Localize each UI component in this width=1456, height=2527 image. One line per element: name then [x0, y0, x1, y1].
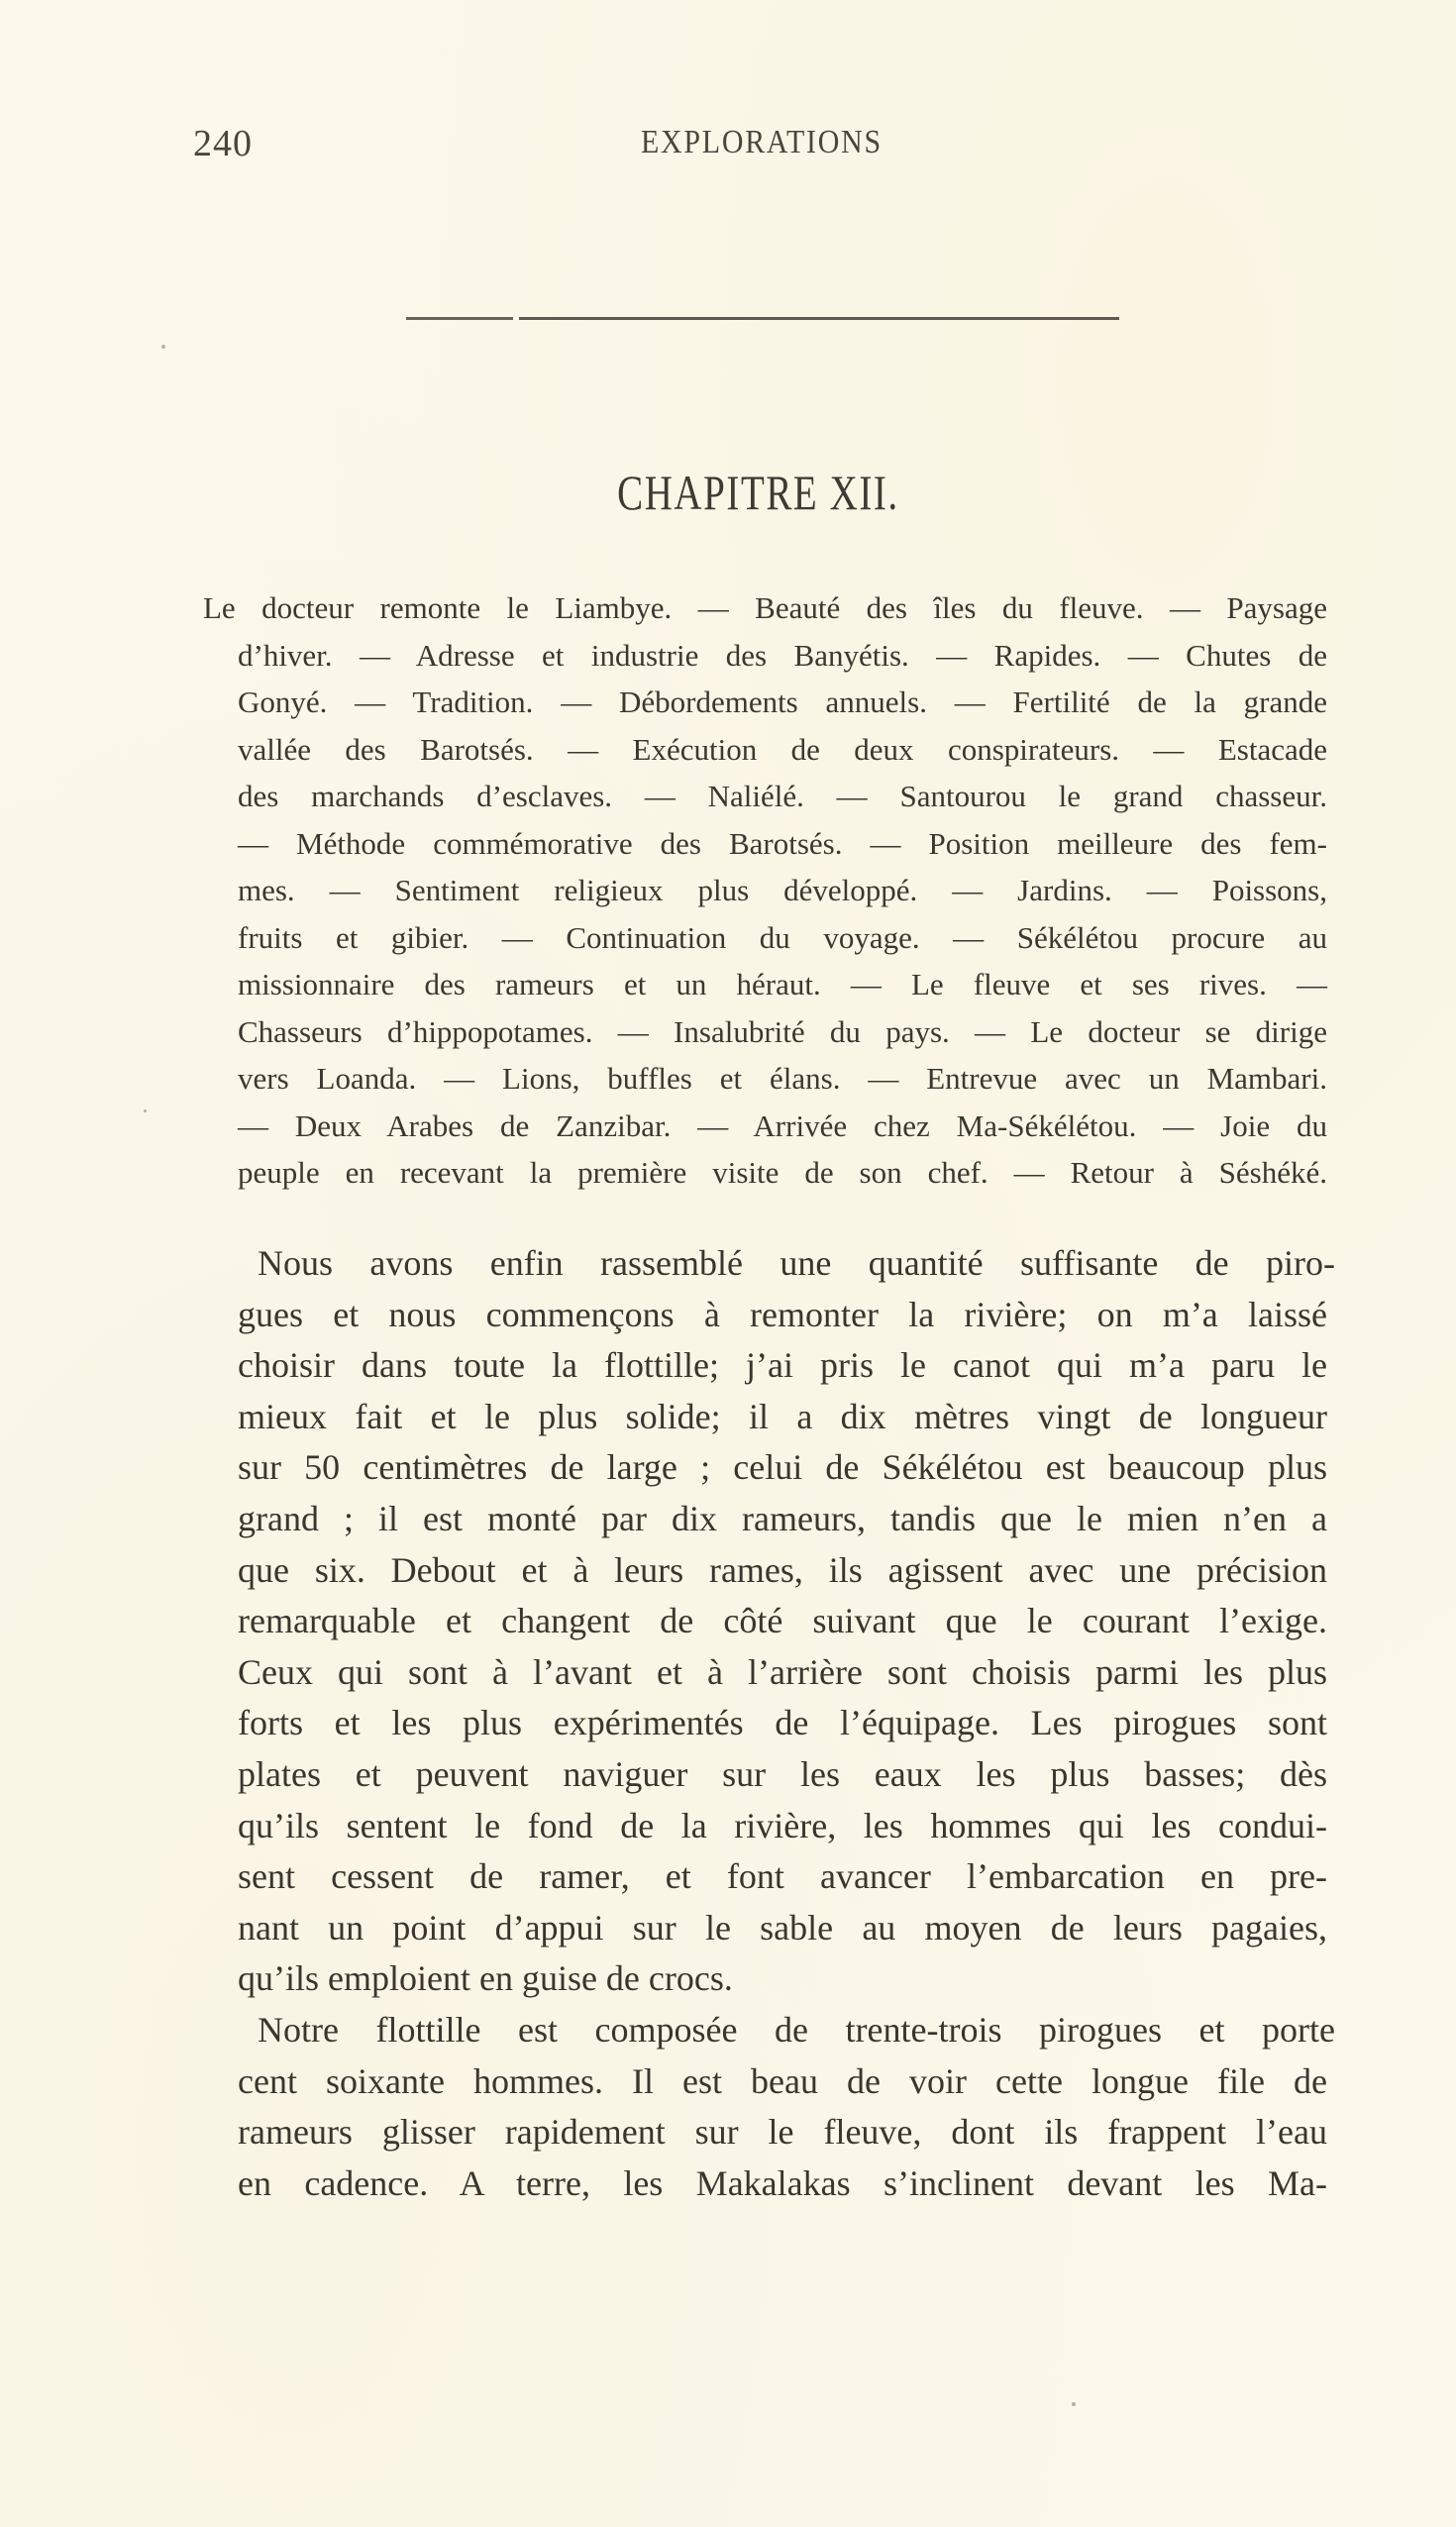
body-line: forts et les plus expérimentés de l’équipage. Les pirogues sont	[238, 1703, 1327, 1743]
rule-segment-right	[519, 317, 1119, 320]
body-line: cent soixante hommes. Il est beau de voir cette longue file de	[238, 2060, 1327, 2101]
chapter-divider-rule	[406, 317, 1119, 320]
summary-line: — Méthode commémorative des Barotsés. — Position meilleure des fem-	[238, 825, 1327, 861]
summary-line: Le docteur remonte le Liambye. — Beauté des îles du fleuve. — Paysage	[203, 590, 1327, 625]
body-line: remarquable et changent de côté suivant que le courant l’exige.	[238, 1601, 1327, 1641]
body-line: en cadence. A terre, les Makalakas s’inclinent devant les Ma-	[238, 2162, 1327, 2203]
body-line: sur 50 centimètres de large ; celui de Sékélétou est beaucoup plus	[238, 1447, 1327, 1488]
summary-line: Chasseurs d’hippopotames. — Insalubrité du pays. — Le docteur se dirige	[238, 1013, 1327, 1049]
body-text	[238, 1238, 1335, 2209]
summary-line: des marchands d’esclaves. — Naliélé. — Santourou le grand chasseur.	[238, 779, 1327, 813]
chapter-title	[0, 464, 1456, 521]
body-line: grand ; il est monté par dix rameurs, tandis que le mien n’en a	[238, 1498, 1327, 1538]
body-line: Nous avons enfin rassemblé une quantité suffisante de piro-	[258, 1243, 1335, 1283]
body-line: rameurs glisser rapidement sur le fleuve, dont ils frappent l’eau	[238, 2112, 1327, 2153]
body-line: nant un point d’appui sur le sable au moyen de leurs pagaies,	[238, 1907, 1327, 1948]
chapter-summary	[203, 584, 1327, 1197]
summary-line: vallée des Barotsés. — Exécution de deux conspirateurs. — Estacade	[238, 731, 1327, 767]
summary-line: d’hiver. — Adresse et industrie des Banyétis. — Rapides. — Chutes de	[238, 637, 1327, 673]
chapter-title-text: CHAPITRE XII.	[616, 465, 899, 520]
summary-line: peuple en recevant la première visite de son chef. — Retour à Séshéké.	[238, 1155, 1327, 1190]
paper-speck	[161, 345, 165, 349]
running-head	[193, 122, 1332, 171]
summary-line: mes. — Sentiment religieux plus développé. — Jardins. — Poissons,	[238, 873, 1327, 907]
summary-line: — Deux Arabes de Zanzibar. — Arrivée chez Ma-Sékélétou. — Joie du	[238, 1107, 1327, 1143]
summary-line: fruits et gibier. — Continuation du voyage. — Sékélétou procure au	[238, 919, 1327, 955]
summary-line: vers Loanda. — Lions, buffles et élans. — Entrevue avec un Mambari.	[238, 1061, 1327, 1096]
body-line: gues et nous commençons à remonter la rivière; on m’a laissé	[238, 1294, 1327, 1334]
body-line: plates et peuvent naviguer sur les eaux les plus basses; dès	[238, 1753, 1327, 1794]
body-line: choisir dans toute la flottille; j’ai pris le canot qui m’a paru le	[238, 1345, 1327, 1386]
paragraph	[238, 1238, 1335, 2005]
paragraph	[238, 2005, 1335, 2209]
summary-line: Gonyé. — Tradition. — Débordements annuels. — Fertilité de la grande	[238, 684, 1327, 719]
body-line: sent cessent de ramer, et font avancer l’embarcation en pre-	[238, 1856, 1327, 1897]
paper-speck	[144, 1109, 147, 1112]
rule-segment-left	[406, 317, 513, 320]
paper-speck	[1072, 2402, 1076, 2406]
body-line: Ceux qui sont à l’avant et à l’arrière sont choisis parmi les plus	[238, 1651, 1327, 1692]
summary-line: missionnaire des rameurs et un héraut. — Le fleuve et ses rives. —	[238, 967, 1327, 1001]
body-line: que six. Debout et à leurs rames, ils agissent avec une précision	[238, 1549, 1327, 1590]
page-number: 240	[193, 123, 253, 164]
body-line: Notre flottille est composée de trente-trois pirogues et porte	[258, 2009, 1335, 2050]
body-line: qu’ils sentent le fond de la rivière, les hommes qui les condui-	[238, 1805, 1327, 1845]
running-title: EXPLORATIONS	[641, 124, 883, 160]
body-line: mieux fait et le plus solide; il a dix mètres vingt de longueur	[238, 1396, 1327, 1436]
body-line: qu’ils emploient en guise de crocs.	[238, 1958, 733, 1999]
